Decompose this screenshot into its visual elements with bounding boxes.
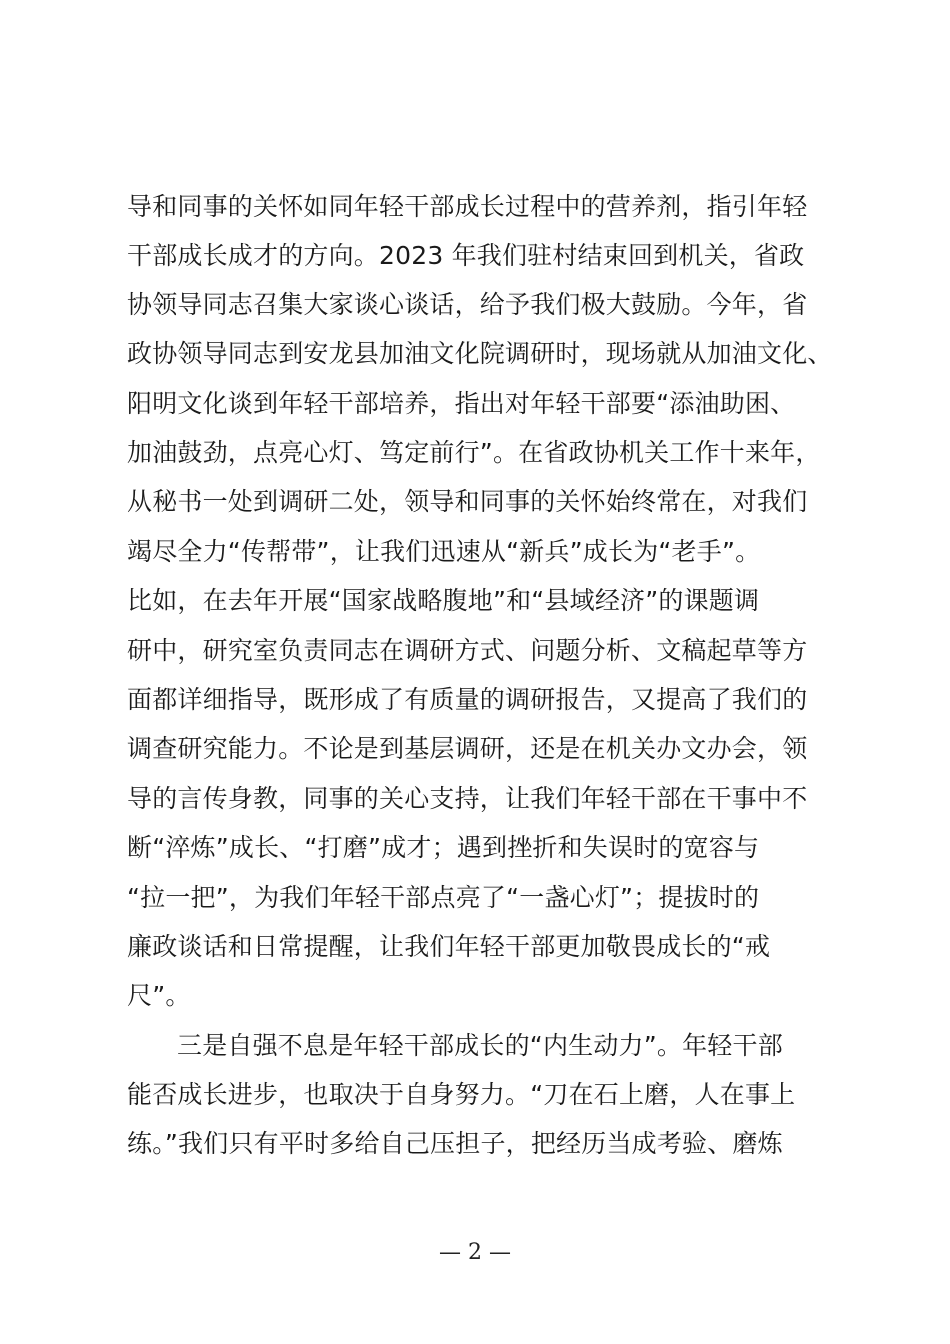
body-text-line: 从秘书一处到调研二处，领导和同事的关怀始终常在，对我们: [127, 487, 808, 516]
body-text-line: 研中，研究室负责同志在调研方式、问题分析、文稿起草等方: [127, 636, 808, 665]
body-text-line: 练。”我们只有平时多给自己压担子，把经历当成考验、磨炼: [127, 1129, 783, 1158]
body-text-line: 干部成长成才的方向。2023 年我们驻村结束回到机关，省政: [127, 241, 805, 270]
body-text-line: 比如，在去年开展“国家战略腹地”和“县域经济”的课题调: [127, 586, 760, 615]
body-text-line: 导和同事的关怀如同年轻干部成长过程中的营养剂，指引年轻: [127, 192, 808, 221]
body-text-line: “拉一把”，为我们年轻干部点亮了“一盏心灯”；提拔时的: [127, 883, 760, 912]
body-text-line: 面都详细指导，既形成了有质量的调研报告，又提高了我们的: [127, 685, 808, 714]
body-text-line: 加油鼓劲，点亮心灯、笃定前行”。在省政协机关工作十来年，: [127, 438, 821, 467]
body-text-line: 断“淬炼”成长、“打磨”成才；遇到挫折和失误时的宽容与: [127, 833, 760, 862]
page-number: — 2 —: [439, 1240, 511, 1265]
body-text-line: 政协领导同志到安龙县加油文化院调研时，现场就从加油文化、: [127, 339, 833, 368]
body-text-line: 协领导同志召集大家谈心谈话，给予我们极大鼓励。今年，省: [127, 290, 808, 319]
body-text-line: 调查研究能力。不论是到基层调研，还是在机关办文办会，领: [127, 734, 808, 763]
paragraph-first-line: 三是自强不息是年轻干部成长的“内生动力”。年轻干部: [177, 1031, 783, 1060]
body-text-line: 阳明文化谈到年轻干部培养，指出对年轻干部要“添油助困、: [127, 389, 796, 418]
body-text-line: 竭尽全力“传帮带”，让我们迅速从“新兵”成长为“老手”。: [127, 537, 761, 566]
body-text-line: 能否成长进步，也取决于自身努力。“刀在石上磨，人在事上: [127, 1080, 796, 1109]
body-text-line: 廉政谈话和日常提醒，让我们年轻干部更加敬畏成长的“戒: [127, 932, 771, 961]
body-text-line: 导的言传身教，同事的关心支持，让我们年轻干部在干事中不: [127, 784, 808, 813]
body-text-line: 尺”。: [127, 981, 191, 1010]
